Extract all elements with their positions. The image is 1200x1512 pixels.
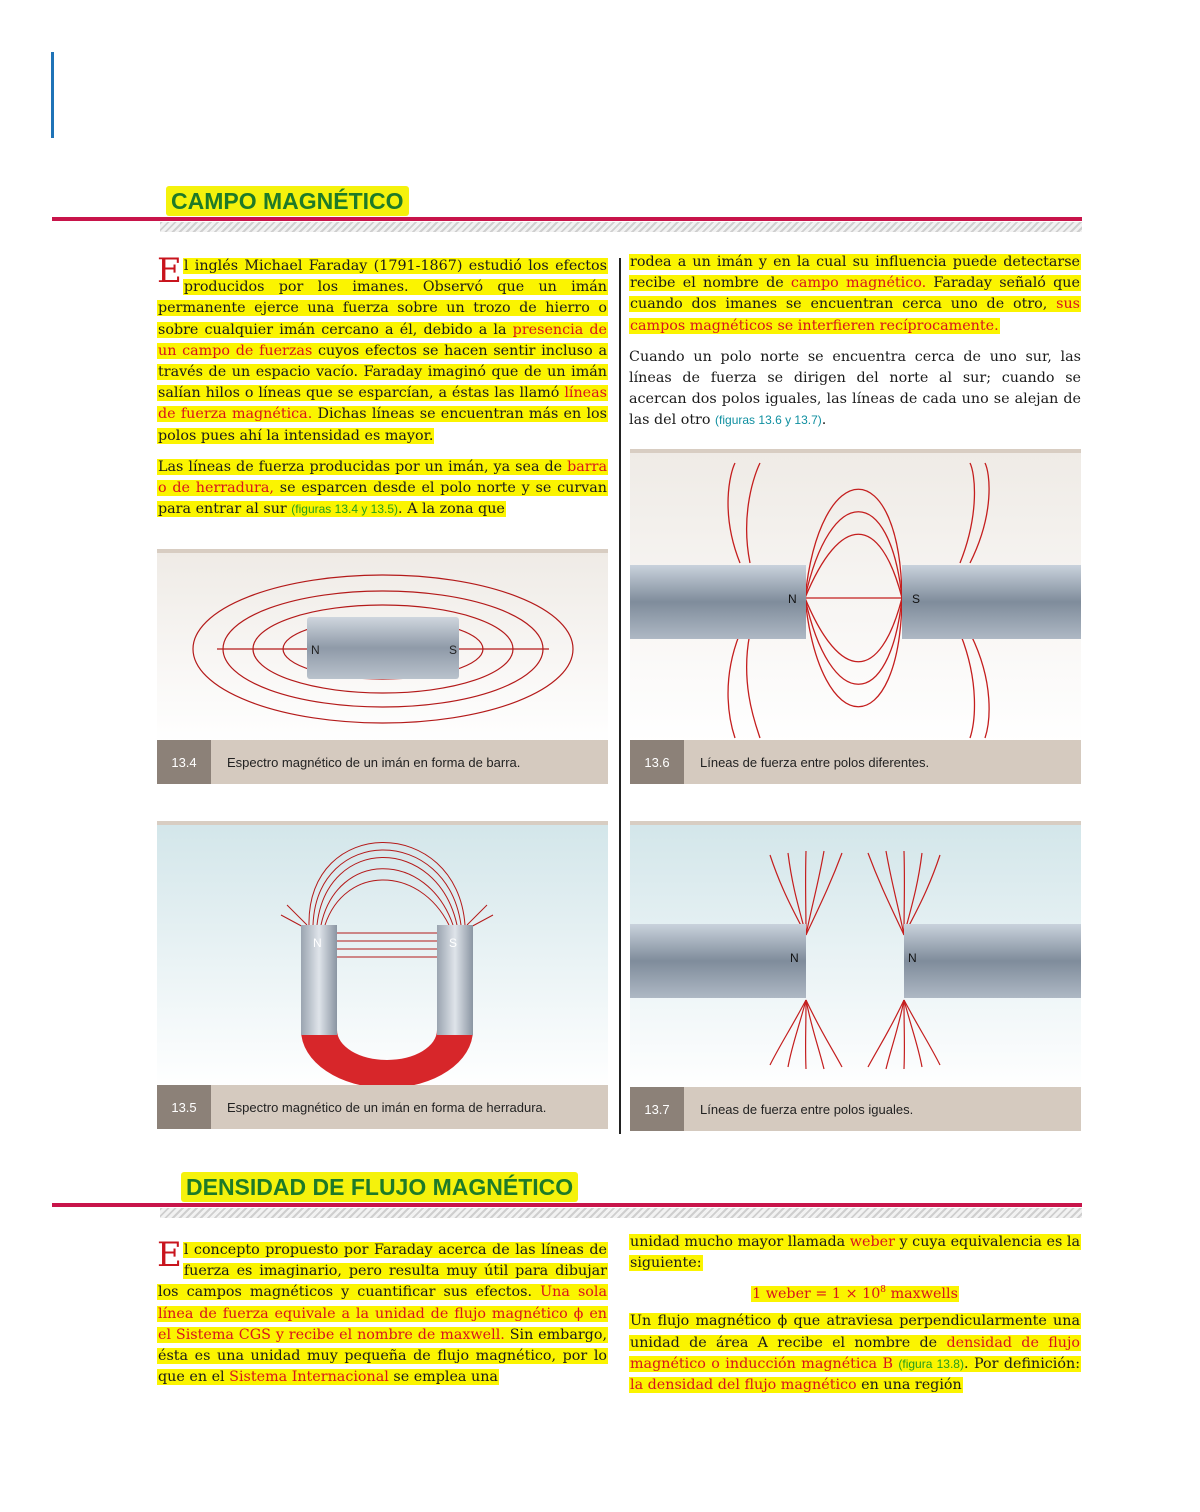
- text: unidad mucho mayor llamada: [630, 1234, 850, 1250]
- page-accent-bar: [51, 52, 54, 138]
- bar-magnet: [630, 924, 806, 998]
- text: cuyos efectos se hacen sentir incluso a través de un espacio vacío. Faraday imaginó que de un imán salían hilos o líneas que se esparcían, a éstas las llamó: [158, 342, 607, 402]
- pole-label: N: [313, 936, 322, 950]
- text: Las líneas de fuerza producidas por un imán, ya sea de: [158, 458, 568, 475]
- figure-number: 13.6: [630, 740, 684, 784]
- section1-left-column: [157, 251, 608, 530]
- pole-label: N: [311, 643, 320, 657]
- figure-13-7-image: [630, 821, 1081, 1091]
- equation-rhs: maxwells: [886, 1286, 958, 1303]
- pole-label: S: [912, 592, 921, 606]
- text: .: [821, 412, 827, 429]
- paragraph: [157, 1235, 608, 1388]
- caption-text: Líneas de fuerza entre polos iguales.: [700, 1101, 914, 1117]
- text: en una región: [856, 1376, 962, 1393]
- paragraph: [629, 1232, 1081, 1274]
- highlight-term: barra o de herradura,: [158, 458, 607, 497]
- paragraph: [157, 251, 608, 447]
- opposite-poles-field-diagram: [630, 453, 1081, 744]
- pole-label: N: [790, 951, 799, 965]
- text: Faraday señaló que cuando dos imanes se encuentran cerca uno de otro,: [630, 275, 1080, 313]
- text: l concepto propuesto por Faraday acerca de las líneas de fuerza es imaginario, pero resulta muy útil para dibujar los campos magnéticos y cuantificar sus efectos.: [158, 1242, 607, 1301]
- figure-13-5-caption: [157, 1085, 608, 1129]
- section2-right-column: [629, 1232, 1081, 1406]
- text: Dichas líneas se encuentran más en los polos pues ahí la intensidad es mayor.: [158, 406, 607, 444]
- highlight-term: densidad de flujo magnético o inducción magnética B: [630, 1334, 1081, 1372]
- section-title-densidad-flujo: DENSIDAD DE FLUJO MAGNÉTICO: [181, 1172, 578, 1202]
- text: rodea a un imán y en la cual su influencia puede detectarse recibe el nombre de: [630, 254, 1080, 292]
- figure-number: 13.5: [157, 1085, 211, 1129]
- section-rule-hatch: [160, 1208, 1082, 1218]
- caption-text: Espectro magnético de un imán en forma de herradura.: [227, 1099, 547, 1115]
- highlight-term: presencia de un campo de fuerzas: [158, 321, 607, 359]
- text: Un flujo magnético ϕ que atraviesa perpendicularmente una unidad de área A recibe el nombre de: [630, 1313, 1080, 1351]
- highlight-term: weber: [849, 1234, 895, 1250]
- drop-cap: E: [157, 1235, 182, 1275]
- caption-text: Líneas de fuerza entre polos diferentes.: [700, 754, 930, 770]
- text: se esparcen desde el polo norte y se curvan para entrar al sur: [158, 480, 607, 518]
- bar-magnet: [902, 565, 1081, 639]
- like-poles-field-diagram: [630, 825, 1081, 1091]
- highlight-term: sus campos magnéticos se interfieren recíprocamente.: [630, 296, 1080, 334]
- section1-right-column: [629, 252, 1081, 442]
- figure-13-5-image: [157, 821, 608, 1089]
- column-divider: [619, 258, 621, 1134]
- text: y cuya equivalencia es la siguiente:: [630, 1234, 1080, 1272]
- section-rule-red: [52, 217, 1082, 221]
- section-title-campo-magnetico: CAMPO MAGNÉTICO: [166, 186, 409, 216]
- pole-label: N: [788, 592, 797, 606]
- text: . Por definición:: [963, 1355, 1081, 1372]
- highlight-term: líneas de fuerza magnética.: [158, 385, 607, 423]
- paragraph: [629, 347, 1081, 432]
- bar-magnet-field-diagram: [157, 553, 608, 744]
- bar-magnet: [630, 565, 806, 639]
- bar-magnet: [904, 924, 1081, 998]
- figure-reference: (figura 13.8): [898, 1356, 964, 1371]
- text: Cuando un polo norte se encuentra cerca de uno sur, las líneas de fuerza se dirigen del norte al sur; cuando se acercan dos polos iguales, las líneas de cada uno se alejan de las del otro: [629, 348, 1081, 429]
- figure-number: 13.7: [630, 1087, 684, 1131]
- bar-magnet: [307, 617, 459, 679]
- section-rule-hatch: [160, 222, 1082, 232]
- equation-exponent: 8: [880, 1285, 887, 1296]
- paragraph: [157, 457, 608, 521]
- paragraph: [629, 252, 1081, 337]
- figure-13-4-caption: [157, 740, 608, 784]
- highlight-term: campo magnético.: [790, 275, 927, 292]
- text: . A la zona que: [398, 501, 505, 518]
- section2-left-column: [157, 1235, 608, 1398]
- figure-13-6-image: [630, 449, 1081, 744]
- figure-reference: (figuras 13.4 y 13.5): [291, 502, 399, 517]
- text: se emplea una: [388, 1369, 498, 1386]
- drop-cap: E: [157, 251, 182, 291]
- equation-lhs: 1 weber = 1 × 10: [752, 1286, 881, 1303]
- text: Sin embargo, ésta es una unidad muy pequeña de flujo magnético, por lo que en el: [158, 1326, 607, 1386]
- equation: [629, 1280, 1081, 1305]
- paragraph: [629, 1311, 1081, 1396]
- figure-13-4-image: [157, 549, 608, 744]
- highlight-term: la densidad del flujo magnético: [630, 1376, 857, 1393]
- section-rule-red: [52, 1203, 1082, 1207]
- pole-label: S: [449, 643, 458, 657]
- pole-label: N: [908, 951, 917, 965]
- highlight-term: Una sola línea de fuerza equivale a la unidad de flujo magnético ϕ en el Sistema CGS y recibe el nombre de maxwell.: [158, 1284, 607, 1343]
- figure-number: 13.4: [157, 740, 211, 784]
- horseshoe-magnet-field-diagram: [157, 825, 608, 1089]
- figure-13-6-caption: [630, 740, 1081, 784]
- figure-13-7-caption: [630, 1087, 1081, 1131]
- pole-label: S: [449, 936, 458, 950]
- text: l inglés Michael Faraday (1791-1867) estudió los efectos producidos por los imanes. Observó que un imán permanente ejerce una fuerza sobre un trozo de hierro o sobre cualquier imán cercano a él, debido a la: [158, 258, 607, 338]
- caption-text: Espectro magnético de un imán en forma de barra.: [227, 754, 521, 770]
- highlight-term: Sistema Internacional: [229, 1369, 389, 1386]
- figure-reference: (figuras 13.6 y 13.7): [715, 413, 822, 428]
